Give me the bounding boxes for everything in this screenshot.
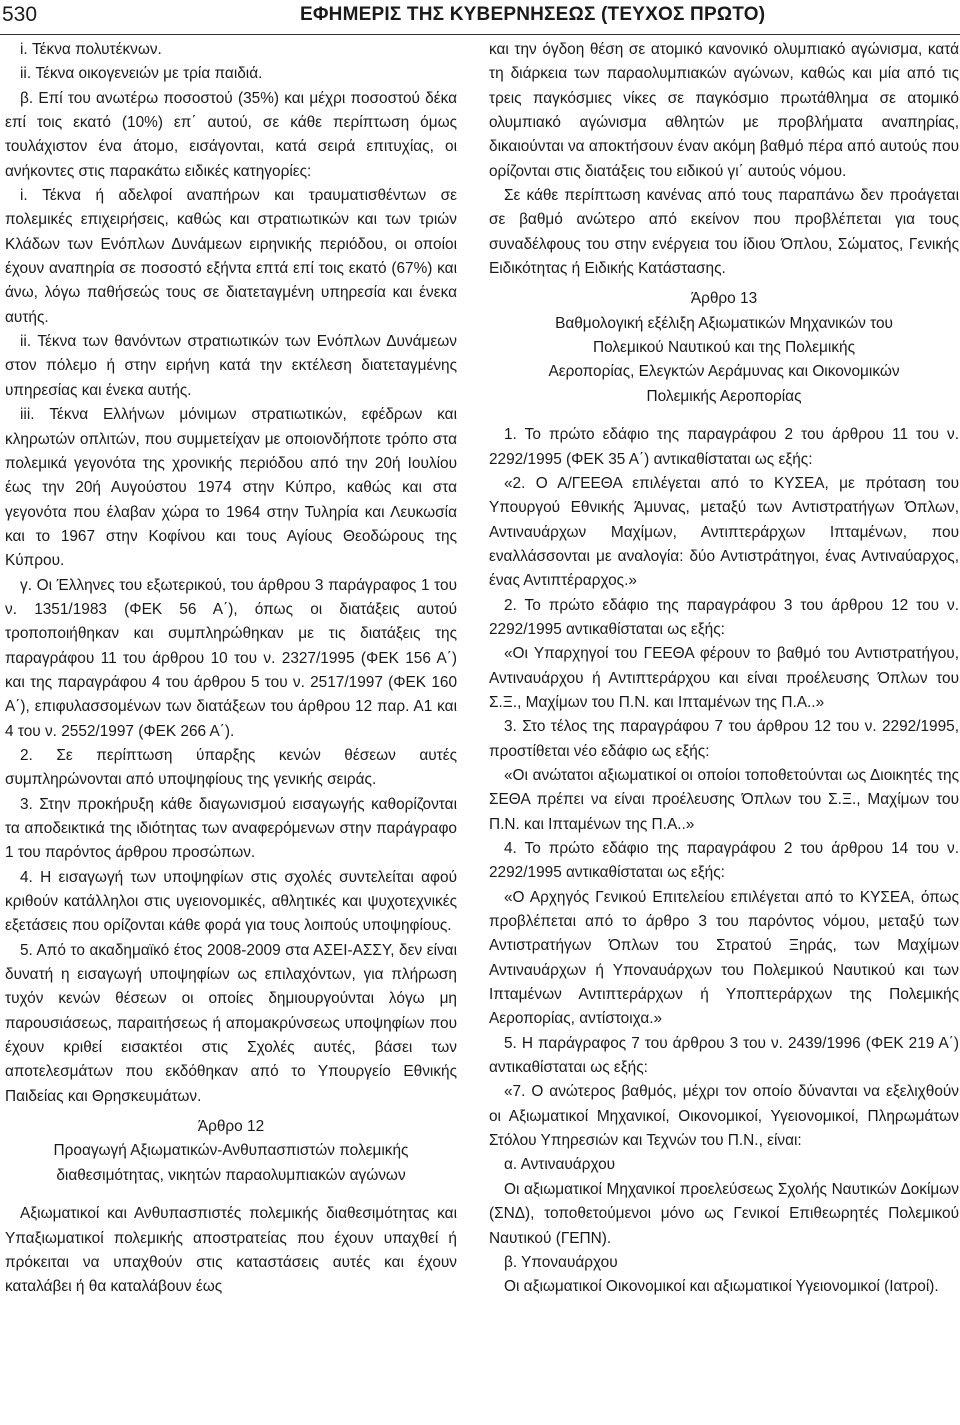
paragraph: 1. Το πρώτο εδάφιο της παραγράφου 2 του άρθρου 11 του ν. 2292/1995 (ΦΕΚ 35 Α΄) αντικαθίσταται ως εξής: [489, 426, 959, 468]
paragraph: «Οι ανώτατοι αξιωματικοί οι οποίοι τοποθετούνται ως Διοικητές της ΣΕΘΑ πρέπει να είναι προέλευσης Όπλων του Σ.Ξ., Μαχίμων του Π.Ν. και Ιπταμένων της Π.Α..» [489, 766, 959, 833]
paragraph: ii. Τέκνα των θανόντων στρατιωτικών των Ενόπλων Δυνάμεων στον πόλεμο ή στην ειρήνη κατά την εκτέλεση διατεταγμένης υπηρεσίας και ένεκα αυτής. [5, 333, 457, 399]
paragraph: γ. Οι Έλληνες του εξωτερικού, του άρθρου 3 παράγραφος 1 του ν. 1351/1983 (ΦΕΚ 56 Α΄), όπως οι διατάξεις αυτού τροποποιήθηκαν και συμπληρώθηκαν με τις διατάξεις της παραγράφου 11 του άρθρου 10 του ν. 2327/1995 (ΦΕΚ 156 Α΄) και της παραγράφου 4 του άρθρου 5 του ν. 2517/1997 (ΦΕΚ 160 Α΄), επιφυλασσομένων των διατάξεων του άρθρου 12 παρ. Α1 και 4 του ν. 2552/1997 (ΦΕΚ 266 Α΄). [5, 576, 457, 740]
paragraph: Σε κάθε περίπτωση κανένας από τους παραπάνω δεν προάγεται σε βαθμό ανώτερο από εκείνον που προβλέπεται για τους συναδέλφους του στην ενέργεια του ίδιου Όπλου, Σώματος, Γενικής Ειδικότητας ή Ειδικής Κατάστασης. [489, 187, 959, 278]
article-12-number: Άρθρο 12 [197, 1118, 265, 1136]
paragraph: «Οι Υπαρχηγοί του ΓΕΕΘΑ φέρουν το βαθμό του Αντιστρατήγου, Αντιναυάρχου ή Αντιπτεράρχου και είναι προέλευσης Όπλων του Σ.Ξ., Μαχίμων του Π.Ν. και Ιπταμένων της Π.Α..» [489, 645, 959, 711]
paragraph: Οι αξιωματικοί Οικονομικοί και αξιωματικοί Υγειονομικοί (Ιατροί). [504, 1278, 939, 1296]
paragraph: i. Τέκνα πολυτέκνων. [20, 41, 162, 58]
paragraph: ii. Τέκνα οικογενειών με τρία παιδιά. [20, 65, 263, 83]
paragraph: 2. Το πρώτο εδάφιο της παραγράφου 3 του άρθρου 12 του ν. 2292/1995 αντικαθίσταται ως εξής: [489, 596, 959, 638]
article-13-number: Άρθρο 13 [690, 290, 758, 308]
article-13-title-line: Πολεμικής Αεροπορίας [646, 387, 802, 405]
paragraph: Αξιωματικοί και Ανθυπασπιστές πολεμικής διαθεσιμότητας και Υπαξιωματικοί πολεμικής αποστρατείας που έχουν υπαχθεί ή πρόκειται να υπαχθούν στις καταστάσεις αυτές και έχουν καταλάβει ή θα καταλάβουν έως [5, 1205, 457, 1296]
paragraph: 5. Η παράγραφος 7 του άρθρου 3 του ν. 2439/1996 (ΦΕΚ 219 Α΄) αντικαθίσταται ως εξής: [489, 1034, 959, 1077]
paragraph: α. Αντιναυάρχου [504, 1156, 616, 1174]
article-13-title-line: Αεροπορίας, Ελεγκτών Αεράμυνας και Οικονομικών [548, 363, 900, 381]
paragraph: 2. Σε περίπτωση ύπαρξης κενών θέσεων αυτές συμπληρώνονται από υποψηφίους της γενικής σειράς. [5, 746, 457, 789]
paragraph: και την όγδοη θέση σε ατομικό κανονικό ολυμπιακό αγώνισμα, κατά τη διάρκεια των παραολυμπιακών αγώνων, καθώς και μία από τις τρεις παγκόσμιες νίκες σε παγκόσμιο πρωτάθλημα σε ατομικό ολυμπιακό αγώνισμα αθλητών με προβλήματα αναπηρίας, δικαιούνται να αποκτήσουν έναν ακόμη βαθμό πέρα από αυτούς που ορίζονται στις διατάξεις του ειδικού γι΄ αυτούς νόμου. [489, 41, 959, 180]
page-number: 530 [2, 3, 38, 26]
paragraph: 3. Στην προκήρυξη κάθε διαγωνισμού εισαγωγής καθορίζονται τα αποδεικτικά της ιδιότητας των αναφερόμενων στην παράγραφο 1 του παρόντος άρθρου προσώπων. [5, 795, 457, 862]
paragraph: β. Υποναυάρχου [504, 1253, 618, 1271]
paragraph: i. Τέκνα ή αδελφοί αναπήρων και τραυματισθέντων σε πολεμικές επιχειρήσεις, καθώς και στρατιωτικών και των τριών Κλάδων των Ενόπλων Δυνάμεων ειρηνικής περιόδου, οι οποίοι έχουν αναπηρία σε ποσοστό εξήντα επτά επί τοις εκατό (67%) και άνω, λόγω παθήσεώς τους σε διατεταγμένη υπηρεσία και ένεκα αυτής. [5, 187, 457, 326]
paragraph: 4. Η εισαγωγή των υποψηφίων στις σχολές συντελείται αφού κριθούν κατάλληλοι στις υγειονομικές, αθλητικές και ψυχοτεχνικές εξετάσεις που ορίζονται κάθε φορά για τους λοιπούς υποψηφίους. [5, 868, 457, 935]
paragraph: «2. Ο Α/ΓΕΕΘΑ επιλέγεται από το ΚΥΣΕΑ, με πρόταση του Υπουργού Εθνικής Άμυνας, μεταξύ των Αντιστρατήγων Όπλων, Αντιναυάρχων Μαχίμων, Αντιπτεράρχων Ιπταμένων, που εναλλάσσονται με αναλογία: δύο Αντιστράτηγοι, ένας Αντιναύαρχος, ένας Αντιπτέραρχος.» [489, 474, 959, 590]
article-12-title-line: Προαγωγή Αξιωματικών-Ανθυπασπιστών πολεμικής [53, 1142, 409, 1160]
left-column [5, 38, 457, 1300]
paragraph: β. Επί του ανωτέρω ποσοστού (35%) και μέχρι ποσοστού δέκα επί τοις εκατό (10%) επ΄ αυτού, σε κάθε περίπτωση όμως τουλάχιστον ένα άτομο, εισάγονται, κατά σειρά επιτυχίας, οι ανήκοντες στις παρακάτω ειδικές κατηγορίες: [5, 89, 457, 180]
right-column [489, 38, 959, 1300]
article-13-title-line: Πολεμικού Ναυτικού και της Πολεμικής [592, 339, 855, 357]
article-12-title-line: διαθεσιμότητας, νικητών παραολυμπιακών αγώνων [56, 1166, 406, 1184]
paragraph: «Ο Αρχηγός Γενικού Επιτελείου επιλέγεται από το ΚΥΣΕΑ, όπως προβλέπεται από το άρθρο 3 του παρόντος νόμου, μεταξύ των Αντιστρατήγων Όπλων του Στρατού Ξηράς, των Μαχίμων Αντιναυάρχων ή Υποναυάρχων του Πολεμικού Ναυτικού και των Ιπταμένων Αντιπτεράρχων ή Υποπτεράρχων της Πολεμικής Αεροπορίας, αντίστοιχα.» [489, 888, 959, 1028]
paragraph: 5. Από το ακαδημαϊκό έτος 2008-2009 στα ΑΣΕΙ-ΑΣΣΥ, δεν είναι δυνατή η εισαγωγή υποψηφίων ως επιλαχόντων, για πλήρωση τυχόν κενών θέσεων οι οποίες δημιουργούνται λόγω μη παρουσιάσεως, παραιτήσεως ή απομακρύνσεως υποψηφίων που έχουν κριθεί εισακτέοι στις Σχολές αυτές, βάσει των αποτελεσμάτων που εκδόθηκαν από το Υπουργείο Εθνικής Παιδείας και Θρησκευμάτων. [5, 941, 457, 1105]
paragraph: «7. Ο ανώτερος βαθμός, μέχρι τον οποίο δύνανται να εξελιχθούν οι Αξιωματικοί Μηχανικοί, Οικονομικοί, Υγειονομικοί, Πληρωμάτων Στόλου Υπηρεσιών και Τεχνών του Π.Ν., είναι: [489, 1083, 959, 1150]
paragraph: 3. Στο τέλος της παραγράφου 7 του άρθρου 12 του ν. 2292/1995, προστίθεται νέο εδάφιο ως εξής: [489, 718, 959, 760]
article-13-title-line: Βαθμολογική εξέλιξη Αξιωματικών Μηχανικών του [555, 314, 893, 332]
paragraph: Οι αξιωματικοί Μηχανικοί προελεύσεως Σχολής Ναυτικών Δοκίμων (ΣΝΔ), τοποθετούμενοι μόνο ως Γενικοί Επιθεωρητές Πολεμικού Ναυτικού (ΓΕΠΝ). [489, 1180, 959, 1247]
paragraph: 4. Το πρώτο εδάφιο της παραγράφου 2 του άρθρου 14 του ν. 2292/1995 αντικαθίσταται ως εξής: [489, 840, 959, 882]
paragraph: iii. Τέκνα Ελλήνων μόνιμων στρατιωτικών, εφέδρων και κληρωτών οπλιτών, που συμμετείχαν με οποιονδήποτε τρόπο στα πολεμικά γεγονότα της χρονικής περιόδου από την 20ή Ιουλίου έως την 20ή Αυγούστου 1974 στην Κύπρο, καθώς και στα γεγονότα που έλαβαν χώρα το 1964 στην Τυληρία και Λευκωσία και το 1967 στην Κοφίνου και τους Αγίους Θεοδώρους της Κύπρου. [5, 406, 457, 570]
page-header [0, 0, 960, 35]
journal-title: ΕΦΗΜΕΡΙΣ ΤΗΣ ΚΥΒΕΡΝΗΣΕΩΣ (ΤΕΥΧΟΣ ΠΡΩΤΟ) [300, 4, 766, 25]
